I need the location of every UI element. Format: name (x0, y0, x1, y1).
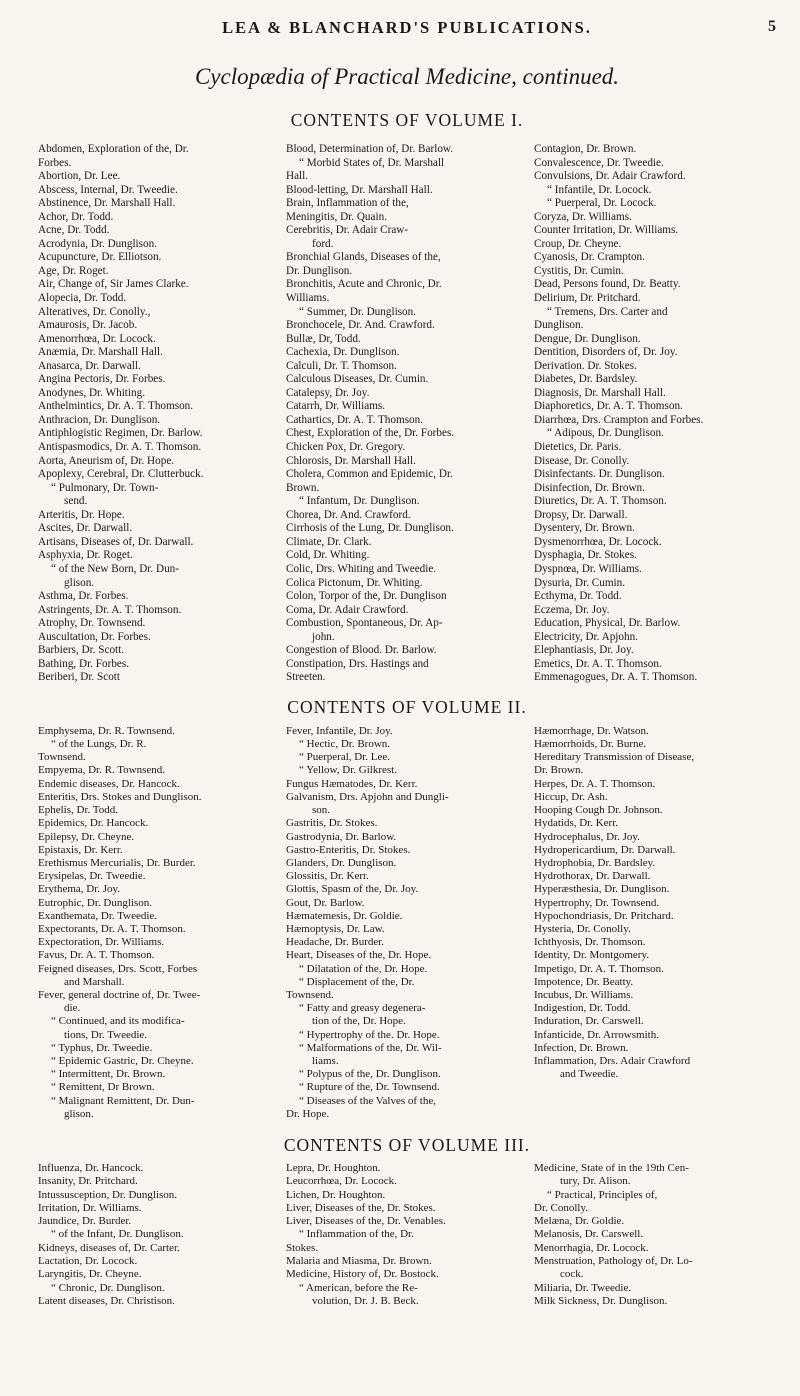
contents-entry-line: “ Intermittent, Dr. Brown. (51, 1068, 166, 1081)
contents-entry-line: Influenza, Dr. Hancock. (38, 1161, 144, 1174)
contents-entry-line: “ Infantile, Dr. Locock. (547, 183, 652, 196)
contents-entry-line: Alteratives, Dr. Conolly., (38, 305, 151, 318)
contents-entry-line: tury, Dr. Alison. (560, 1175, 631, 1188)
running-head (38, 18, 776, 42)
contents-entry-line: Chorea, Dr. And. Crawford. (286, 508, 411, 521)
contents-entry-line: Age, Dr. Roget. (38, 264, 109, 277)
contents-entry-line: “ Pulmonary, Dr. Town- (51, 481, 159, 494)
volume-heading: CONTENTS OF VOLUME III. (283, 1134, 531, 1155)
contents-entry-line: Dengue, Dr. Dunglison. (534, 332, 641, 345)
contents-entry-line: Kidneys, diseases of, Dr. Carter. (38, 1241, 180, 1254)
contents-entry-line: Lactation, Dr. Locock. (38, 1255, 138, 1268)
contents-entry-line: Epidemics, Dr. Hancock. (38, 817, 149, 830)
contents-entry-line: Medicine, History of, Dr. Bostock. (286, 1268, 439, 1281)
contents-entry-line: Dysmenorrhœa, Dr. Locock. (534, 535, 662, 548)
contents-entry-line: “ Epidemic Gastric, Dr. Cheyne. (51, 1054, 194, 1067)
contents-entry-line: Anasarca, Dr. Darwall. (38, 359, 141, 372)
contents-entry-line: Cyanosis, Dr. Crampton. (534, 251, 645, 264)
contents-entry-line: “ Infantum, Dr. Dunglison. (299, 495, 420, 508)
contents-entry-line: Lepra, Dr. Houghton. (286, 1161, 381, 1174)
contents-entry-line: Dysphagia, Dr. Stokes. (534, 549, 637, 562)
contents-entry-line: Stokes. (286, 1241, 319, 1254)
contents-entry-line: Cathartics, Dr. A. T. Thomson. (286, 413, 424, 426)
contents-entry-line: liams. (312, 1054, 339, 1067)
contents-entry-line: Abortion, Dr. Lee. (38, 170, 121, 183)
contents-entry-line: Milk Sickness, Dr. Dunglison. (534, 1294, 668, 1307)
contents-entry-line: Hereditary Transmission of Disease, (534, 751, 695, 764)
contents-entry-line: Anthracion, Dr. Dunglison. (38, 413, 161, 426)
volume-heading: CONTENTS OF VOLUME I. (290, 110, 524, 130)
contents-entry-line: Herpes, Dr. A. T. Thomson. (534, 777, 656, 790)
contents-entry-line: “ Practical, Principles of, (547, 1188, 658, 1201)
contents-entry-line: Favus, Dr. A. T. Thomson. (38, 949, 155, 962)
contents-entry-line: “ of the Infant, Dr. Dunglison. (51, 1228, 184, 1241)
contents-entry-line: Dysuria, Dr. Cumin. (534, 576, 626, 589)
contents-entry-line: “ Hypertrophy of the. Dr. Hope. (299, 1028, 440, 1041)
contents-entry-line: Galvanism, Drs. Apjohn and Dungli- (286, 790, 449, 803)
volume-heading: CONTENTS OF VOLUME II. (287, 696, 527, 717)
contents-entry-line: Eczema, Dr. Joy. (534, 603, 610, 616)
contents-entry-line: Amaurosis, Dr. Jacob. (38, 319, 138, 332)
contents-entry-line: Erysipelas, Dr. Tweedie. (38, 870, 146, 883)
contents-entry-line: tions, Dr. Tweedie. (64, 1028, 148, 1041)
contents-entry-line: “ Diseases of the Valves of the, (299, 1094, 436, 1107)
contents-entry-line: Abscess, Internal, Dr. Tweedie. (38, 183, 178, 196)
contents-entry-line: Impetigo, Dr. A. T. Thomson. (534, 962, 664, 975)
contents-entry-line: Dr. Conolly. (534, 1201, 588, 1214)
contents-entry-line: Hydrothorax, Dr. Darwall. (534, 870, 651, 883)
contents-entry-line: “ Adipous, Dr. Dunglison. (547, 427, 664, 440)
contents-entry-line: Erythema, Dr. Joy. (38, 883, 121, 896)
contents-entry-line: Cachexia, Dr. Dunglison. (286, 346, 400, 359)
volume-section (38, 110, 776, 685)
contents-entry-line: Latent diseases, Dr. Christison. (38, 1294, 175, 1307)
contents-entry-line: Coma, Dr. Adair Crawford. (286, 603, 409, 616)
contents-entry-line: Ephelis, Dr. Todd. (38, 804, 118, 817)
catalog-subtitle: Cyclopædia of Practical Medicine, continued. (194, 64, 620, 89)
contents-entry-line: Liver, Diseases of the, Dr. Stokes. (286, 1201, 436, 1214)
contents-entry-line: “ Fatty and greasy degenera- (299, 1002, 426, 1015)
contents-entry-line: Disinfection, Dr. Brown. (534, 481, 645, 494)
contents-entry-line: Delirium, Dr. Pritchard. (534, 292, 641, 305)
contents-entry-line: Contagion, Dr. Brown. (534, 143, 637, 155)
contents-entry-line: Arteritis, Dr. Hope. (38, 508, 125, 521)
contents-entry-line: Irritation, Dr. Williams. (38, 1201, 142, 1214)
contents-entry-line: Anodynes, Dr. Whiting. (38, 386, 146, 399)
contents-entry-line: Disinfectants. Dr. Dunglison. (534, 468, 665, 481)
contents-entry-line: Hooping Cough Dr. Johnson. (534, 804, 663, 817)
contents-entry-line: Elephantiasis, Dr. Joy. (534, 644, 634, 657)
contents-entry-line: Cold, Dr. Whiting. (286, 549, 370, 562)
contents-entry-line: Hyperæsthesia, Dr. Dunglison. (534, 883, 670, 896)
contents-entry-line: “ Summer, Dr. Dunglison. (299, 305, 417, 318)
contents-entry-line: Insanity, Dr. Pritchard. (38, 1175, 138, 1188)
contents-entry-line: Emetics, Dr. A. T. Thomson. (534, 657, 662, 670)
contents-entry-line: “ Malignant Remittent, Dr. Dun- (51, 1094, 195, 1107)
contents-entry-line: Hypochondriasis, Dr. Pritchard. (534, 909, 674, 922)
contents-entry-line: Congestion of Blood. Dr. Barlow. (286, 644, 437, 657)
contents-entry-line: Derivation. Dr. Stokes. (534, 359, 637, 372)
entry-column (534, 725, 776, 1121)
contents-entry-line: Cholera, Common and Epidemic, Dr. (286, 468, 453, 481)
contents-entry-line: Hydrocephalus, Dr. Joy. (534, 830, 640, 843)
contents-entry-line: Air, Change of, Sir James Clarke. (38, 278, 189, 291)
contents-entry-line: Asthma, Dr. Forbes. (38, 590, 129, 603)
contents-entry-line: Gastro-Enteritis, Dr. Stokes. (286, 843, 411, 856)
contents-entry-line: Erethismus Mercurialis, Dr. Burder. (38, 856, 196, 869)
contents-entry-line: Expectoration, Dr. Williams. (38, 936, 165, 949)
contents-entry-line: Glanders, Dr. Dunglison. (286, 856, 397, 869)
contents-entry-line: Anæmia, Dr. Marshall Hall. (38, 346, 163, 359)
contents-entry-line: Calculous Diseases, Dr. Cumin. (286, 373, 429, 386)
contents-entry-line: Convalescence, Dr. Tweedie. (534, 156, 664, 169)
contents-entry-line: Bathing, Dr. Forbes. (38, 657, 130, 670)
contents-entry-line: “ Puerperal, Dr. Locock. (547, 197, 657, 210)
contents-entry-line: Climate, Dr. Clark. (286, 535, 372, 548)
contents-entry-line: tion of the, Dr. Hope. (312, 1015, 406, 1028)
volume-section (38, 697, 776, 1121)
contents-entry-line: Impotence, Dr. Beatty. (534, 975, 634, 988)
contents-entry-line: Heart, Diseases of the, Dr. Hope. (286, 949, 432, 962)
contents-entry-line: Fungus Hæmatodes, Dr. Kerr. (286, 777, 418, 790)
contents-entry-line: Exanthemata, Dr. Tweedie. (38, 909, 158, 922)
entry-columns (38, 725, 776, 1121)
page-number: 5 (768, 18, 776, 35)
contents-entry-line: Diabetes, Dr. Bardsley. (534, 373, 638, 386)
contents-entry-line: Inflammation, Drs. Adair Crawford (534, 1054, 691, 1067)
contents-entry-line: Menstruation, Pathology of, Dr. Lo- (534, 1255, 693, 1268)
contents-entry-line: Hæmorrhoids, Dr. Burne. (534, 738, 647, 751)
contents-entry-line: Apoplexy, Cerebral, Dr. Clutterbuck. (38, 468, 204, 481)
contents-entry-line: glison. (64, 1107, 94, 1120)
contents-entry-line: Bronchitis, Acute and Chronic, Dr. (286, 278, 442, 291)
contents-entry-line: Ichthyosis, Dr. Thomson. (534, 936, 646, 949)
contents-entry-line: Epistaxis, Dr. Kerr. (38, 843, 123, 856)
contents-entry-line: Cirrhosis of the Lung, Dr. Dunglison. (286, 522, 454, 535)
contents-entry-line: Dunglison. (534, 319, 584, 332)
contents-entry-line: Chlorosis, Dr. Marshall Hall. (286, 454, 416, 467)
contents-entry-line: Jaundice, Dr. Burder. (38, 1215, 132, 1228)
contents-entry-line: Bronchial Glands, Diseases of the, (286, 251, 441, 264)
contents-entry-line: Dyspnœa, Dr. Williams. (534, 562, 642, 575)
contents-entry-line: send. (64, 495, 88, 508)
contents-entry-line: Bullæ, Dr, Todd. (286, 332, 361, 345)
contents-entry-line: Education, Physical, Dr. Barlow. (534, 617, 681, 630)
contents-entry-line: “ of the Lungs, Dr. R. (51, 738, 147, 751)
contents-entry-line: Emphysema, Dr. R. Townsend. (38, 724, 175, 737)
contents-entry-line: Diaphoretics, Dr. A. T. Thomson. (534, 400, 683, 413)
contents-entry-line: Croup, Dr. Cheyne. (534, 237, 622, 250)
contents-entry-line: Asphyxia, Dr. Roget. (38, 549, 133, 562)
entry-column (286, 1162, 534, 1308)
contents-entry-line: Medicine, State of in the 19th Cen- (534, 1161, 689, 1174)
contents-entry-line: Menorrhagia, Dr. Locock. (534, 1241, 649, 1254)
contents-entry-line: Achor, Dr. Todd. (38, 210, 114, 223)
contents-entry-line: “ Puerperal, Dr. Lee. (299, 751, 391, 764)
contents-entry-line: Alopecia, Dr. Todd. (38, 292, 127, 305)
entry-column (38, 1162, 286, 1308)
contents-entry-line: Hydatids, Dr. Kerr. (534, 817, 619, 830)
contents-entry-line: john. (312, 630, 335, 643)
contents-entry-line: Colic, Drs. Whiting and Tweedie. (286, 562, 437, 575)
contents-entry-line: Enteritis, Drs. Stokes and Dunglison. (38, 790, 202, 803)
volume-contents (38, 110, 776, 1308)
contents-entry-line: Angina Pectoris, Dr. Forbes. (38, 373, 166, 386)
contents-entry-line: Chicken Pox, Dr. Gregory. (286, 441, 406, 454)
contents-entry-line: Dr. Dunglison. (286, 264, 353, 277)
contents-entry-line: Dr. Hope. (286, 1107, 330, 1120)
contents-entry-line: Malaria and Miasma, Dr. Brown. (286, 1255, 432, 1268)
contents-entry-line: “ Dilatation of the, Dr. Hope. (299, 962, 428, 975)
contents-entry-line: “ Rupture of the, Dr. Townsend. (299, 1081, 440, 1094)
contents-entry-line: Blood, Determination of, Dr. Barlow. (286, 143, 454, 155)
contents-entry-line: Calculi, Dr. T. Thomson. (286, 359, 397, 372)
contents-entry-line: Identity, Dr. Montgomery. (534, 949, 649, 962)
contents-entry-line: Fever, Infantile, Dr. Joy. (286, 724, 393, 737)
contents-entry-line: “ American, before the Re- (299, 1281, 418, 1294)
entry-columns (38, 143, 776, 685)
contents-entry-line: Meningitis, Dr. Quain. (286, 210, 387, 223)
contents-entry-line: son. (312, 804, 331, 817)
contents-entry-line: Barbiers, Dr. Scott. (38, 644, 125, 657)
contents-entry-line: Hæmoptysis, Dr. Law. (286, 922, 385, 935)
contents-entry-line: Constipation, Drs. Hastings and (286, 657, 429, 670)
contents-entry-line: Counter Irritation, Dr. Williams. (534, 224, 679, 237)
contents-entry-line: Combustion, Spontaneous, Dr. Ap- (286, 617, 443, 630)
contents-entry-line: “ of the New Born, Dr. Dun- (51, 562, 180, 575)
contents-entry-line: Abdomen, Exploration of the, Dr. (38, 143, 189, 155)
contents-entry-line: Headache, Dr. Burder. (286, 936, 385, 949)
contents-entry-line: Hæmatemesis, Dr. Goldie. (286, 909, 403, 922)
entry-column (38, 725, 286, 1121)
contents-entry-line: “ Yellow, Dr. Gilkrest. (299, 764, 397, 777)
contents-entry-line: and Tweedie. (560, 1068, 619, 1081)
contents-entry-line: Ecthyma, Dr. Todd. (534, 590, 622, 603)
contents-entry-line: Lichen, Dr. Houghton. (286, 1188, 386, 1201)
entry-column (534, 143, 776, 685)
contents-entry-line: Dr. Brown. (534, 764, 584, 777)
contents-entry-line: Colon, Torpor of the, Dr. Dunglison (286, 590, 447, 603)
contents-entry-line: Acupuncture, Dr. Elliotson. (38, 251, 162, 264)
contents-entry-line: Townsend. (38, 751, 86, 764)
contents-entry-line: Diarrhœa, Drs. Crampton and Forbes. (534, 413, 704, 426)
contents-entry-line: Hydrophobia, Dr. Bardsley. (534, 856, 656, 869)
contents-entry-line: Laryngitis, Dr. Cheyne. (38, 1268, 142, 1281)
contents-entry-line: Miliaria, Dr. Tweedie. (534, 1281, 632, 1294)
contents-entry-line: Emmenagogues, Dr. A. T. Thomson. (534, 671, 698, 684)
contents-entry-line: “ Continued, and its modifica- (51, 1015, 185, 1028)
contents-entry-line: “ Hectic, Dr. Brown. (299, 738, 391, 751)
contents-entry-line: ford. (312, 237, 334, 250)
contents-entry-line: glison. (64, 576, 95, 589)
contents-entry-line: Electricity, Dr. Apjohn. (534, 630, 638, 643)
contents-entry-line: Dead, Persons found, Dr. Beatty. (534, 278, 681, 291)
contents-entry-line: Endemic diseases, Dr. Hancock. (38, 777, 180, 790)
contents-entry-line: Hysteria, Dr. Conolly. (534, 922, 631, 935)
contents-entry-line: Indigestion, Dr. Todd. (534, 1002, 631, 1015)
contents-entry-line: Melanosis, Dr. Carswell. (534, 1228, 644, 1241)
contents-entry-line: Forbes. (38, 156, 72, 169)
contents-entry-line: Dropsy, Dr. Darwall. (534, 508, 628, 521)
contents-entry-line: Eutrophic, Dr. Dunglison. (38, 896, 152, 909)
contents-entry-line: Fever, general doctrine of, Dr. Twee- (38, 988, 201, 1001)
contents-entry-line: Dysentery, Dr. Brown. (534, 522, 635, 535)
contents-entry-line: Bronchocele, Dr. And. Crawford. (286, 319, 435, 332)
contents-entry-line: Induration, Dr. Carswell. (534, 1015, 644, 1028)
entry-column (38, 143, 286, 685)
contents-entry-line: “ Tremens, Drs. Carter and (547, 305, 668, 318)
entry-columns (38, 1162, 776, 1308)
contents-entry-line: Coryza, Dr. Williams. (534, 210, 632, 223)
contents-entry-line: Atrophy, Dr. Townsend. (38, 617, 146, 630)
contents-entry-line: Gastritis, Dr. Stokes. (286, 817, 378, 830)
contents-entry-line: Antiphlogistic Regimen, Dr. Barlow. (38, 427, 203, 440)
entry-column (286, 725, 534, 1121)
contents-entry-line: Gastrodynia, Dr. Barlow. (286, 830, 397, 843)
contents-entry-line: die. (64, 1002, 81, 1015)
contents-entry-line: Cystitis, Dr. Cumin. (534, 264, 624, 277)
book-page (38, 18, 776, 1308)
contents-entry-line: Catalepsy, Dr. Joy. (286, 386, 370, 399)
contents-entry-line: Infanticide, Dr. Arrowsmith. (534, 1028, 659, 1041)
contents-entry-line: Dietetics, Dr. Paris. (534, 441, 622, 454)
contents-entry-line: Acrodynia, Dr. Dunglison. (38, 237, 158, 250)
contents-entry-line: “ Malformations of the, Dr. Wil- (299, 1041, 442, 1054)
contents-entry-line: Hæmorrhage, Dr. Watson. (534, 724, 649, 737)
contents-entry-line: “ Inflammation of the, Dr. (299, 1228, 414, 1241)
contents-entry-line: Infection, Dr. Brown. (534, 1041, 629, 1054)
contents-entry-line: Hydropericardium, Dr. Darwall. (534, 843, 676, 856)
contents-entry-line: Gout, Dr. Barlow. (286, 896, 365, 909)
contents-entry-line: Feigned diseases, Drs. Scott, Forbes (38, 962, 198, 975)
contents-entry-line: Streeten. (286, 671, 326, 684)
entry-column (286, 143, 534, 685)
contents-entry-line: Expectorants, Dr. A. T. Thomson. (38, 922, 186, 935)
contents-entry-line: Disease, Dr. Conolly. (534, 454, 630, 467)
contents-entry-line: Dentition, Disorders of, Dr. Joy. (534, 346, 678, 359)
contents-entry-line: Epilepsy, Dr. Cheyne. (38, 830, 135, 843)
contents-entry-line: Glossitis, Dr. Kerr. (286, 870, 369, 883)
contents-entry-line: Williams. (286, 292, 330, 305)
contents-entry-line: Melæna, Dr. Goldie. (534, 1215, 625, 1228)
contents-entry-line: Anthelmintics, Dr. A. T. Thomson. (38, 400, 194, 413)
contents-entry-line: Auscultation, Dr. Forbes. (38, 630, 151, 643)
contents-entry-line: Hiccup, Dr. Ash. (534, 790, 608, 803)
contents-entry-line: Diagnosis, Dr. Marshall Hall. (534, 386, 666, 399)
contents-entry-line: Astringents, Dr. A. T. Thomson. (38, 603, 182, 616)
contents-entry-line: “ Typhus, Dr. Tweedie. (51, 1041, 153, 1054)
contents-entry-line: “ Displacement of the, Dr. (299, 975, 415, 988)
contents-entry-line: Intussusception, Dr. Dunglison. (38, 1188, 178, 1201)
contents-entry-line: Liver, Diseases of the, Dr. Venables. (286, 1215, 446, 1228)
volume-section (38, 1135, 776, 1308)
contents-entry-line: Glottis, Spasm of the, Dr. Joy. (286, 883, 419, 896)
contents-entry-line: Hypertrophy, Dr. Townsend. (534, 896, 660, 909)
contents-entry-line: Leucorrhœa, Dr. Locock. (286, 1175, 397, 1188)
contents-entry-line: Antispasmodics, Dr. A. T. Thomson. (38, 441, 202, 454)
contents-entry-line: Colica Pictonum, Dr. Whiting. (286, 576, 423, 589)
entry-column (534, 1162, 776, 1308)
contents-entry-line: Chest, Exploration of the, Dr. Forbes. (286, 427, 455, 440)
contents-entry-line: Diuretics, Dr. A. T. Thomson. (534, 495, 667, 508)
publisher-title: LEA & BLANCHARD'S PUBLICATIONS. (222, 18, 592, 37)
contents-entry-line: Beriberi, Dr. Scott (38, 671, 121, 684)
contents-entry-line: Aorta, Aneurism of, Dr. Hope. (38, 454, 175, 467)
contents-entry-line: volution, Dr. J. B. Beck. (312, 1294, 419, 1307)
contents-entry-line: “ Morbid States of, Dr. Marshall (299, 156, 445, 169)
contents-entry-line: Abstinence, Dr. Marshall Hall. (38, 197, 176, 210)
contents-entry-line: Acne, Dr. Todd. (38, 224, 110, 237)
contents-entry-line: Cerebritis, Dr. Adair Craw- (286, 224, 409, 237)
contents-entry-line: “ Remittent, Dr Brown. (51, 1081, 155, 1094)
contents-entry-line: cock. (560, 1268, 584, 1281)
contents-entry-line: “ Polypus of the, Dr. Dunglison. (299, 1068, 441, 1081)
contents-entry-line: Ascites, Dr. Darwall. (38, 522, 133, 535)
contents-entry-line: Hall. (286, 170, 309, 183)
contents-entry-line: Empyema, Dr. R. Townsend. (38, 764, 166, 777)
contents-entry-line: Brain, Inflammation of the, (286, 197, 409, 210)
contents-entry-line: Blood-letting, Dr. Marshall Hall. (286, 183, 433, 196)
contents-entry-line: Incubus, Dr. Williams. (534, 988, 634, 1001)
contents-entry-line: and Marshall. (64, 975, 125, 988)
contents-entry-line: Townsend. (286, 988, 334, 1001)
contents-entry-line: Brown. (286, 481, 320, 494)
contents-entry-line: Convulsions, Dr. Adair Crawford. (534, 170, 686, 183)
contents-entry-line: Catarrh, Dr. Williams. (286, 400, 386, 413)
contents-entry-line: “ Chronic, Dr. Dunglison. (51, 1281, 165, 1294)
contents-entry-line: Artisans, Diseases of, Dr. Darwall. (38, 535, 194, 548)
contents-entry-line: Amenorrhœa, Dr. Locock. (38, 332, 156, 345)
